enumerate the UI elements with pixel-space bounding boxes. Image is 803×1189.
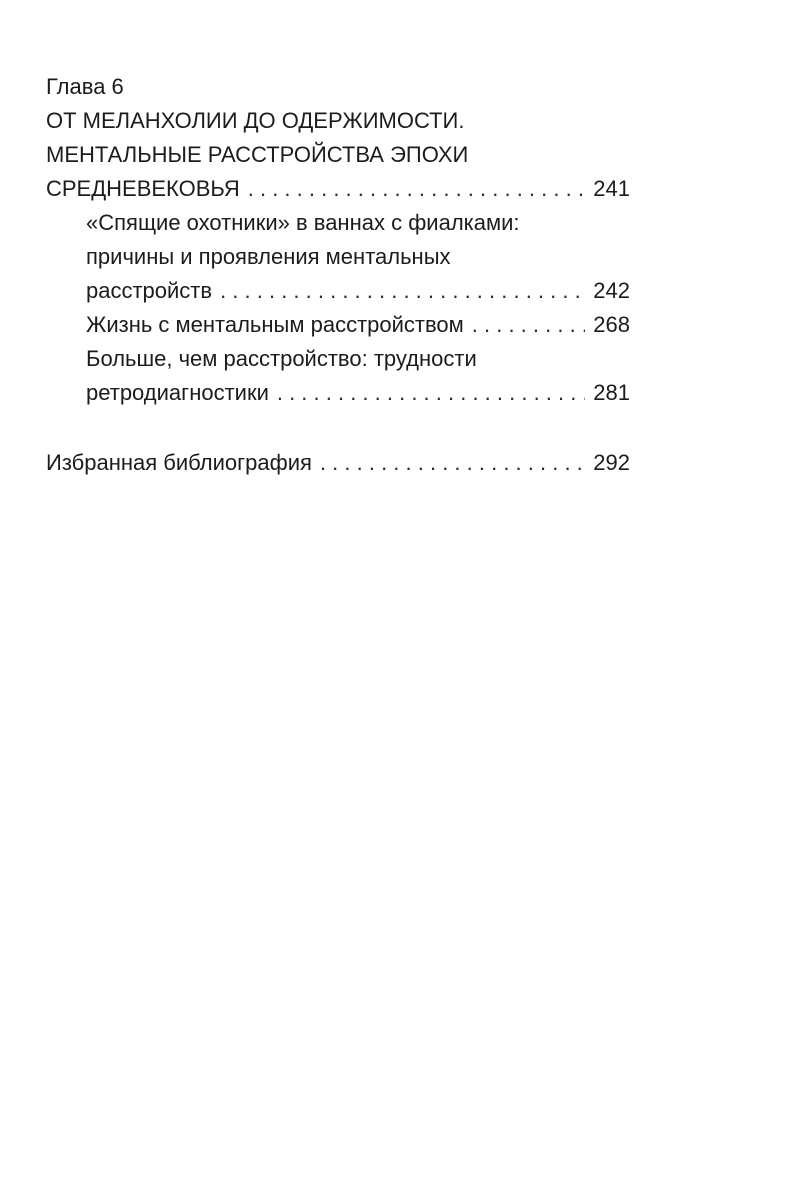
toc-entry-chapter-6[interactable] [46, 172, 630, 206]
section-title-line: Больше, чем расстройство: трудности [86, 346, 477, 371]
dot-leader [472, 308, 586, 342]
chapter-title-line: ОТ МЕЛАНХОЛИИ ДО ОДЕРЖИМОСТИ. [46, 108, 465, 133]
toc-entry-bibliography[interactable] [46, 446, 630, 480]
spacer [46, 410, 630, 446]
page-number: 281 [593, 380, 630, 405]
section-title-last-line: Жизнь с ментальным расстройством [86, 312, 464, 337]
toc-entry-section-3[interactable] [86, 376, 630, 410]
toc-subsections [46, 206, 630, 410]
table-of-contents [46, 70, 630, 480]
page-number: 268 [593, 312, 630, 337]
dot-leader [277, 376, 585, 410]
dot-leader [320, 446, 585, 480]
page-number: 242 [593, 278, 630, 303]
dot-leader [248, 172, 586, 206]
chapter-title-last-line: СРЕДНЕВЕКОВЬЯ [46, 176, 240, 201]
section-title-last-line: расстройств [86, 278, 213, 303]
section-title-line: «Спящие охотники» в ваннах с фиалками: [86, 210, 520, 235]
section-title-last-line: ретродиагностики [86, 380, 269, 405]
toc-entry-section-1[interactable] [86, 274, 630, 308]
dot-leader [220, 274, 585, 308]
section-title-line: причины и проявления ментальных [86, 244, 451, 269]
chapter-title-line: МЕНТАЛЬНЫЕ РАССТРОЙСТВА ЭПОХИ [46, 142, 469, 167]
bibliography-label: Избранная библиография [46, 450, 312, 475]
page-number: 292 [593, 450, 630, 475]
toc-entry-section-2[interactable] [86, 308, 630, 342]
chapter-label: Глава 6 [46, 74, 124, 99]
page-number: 241 [593, 176, 630, 201]
